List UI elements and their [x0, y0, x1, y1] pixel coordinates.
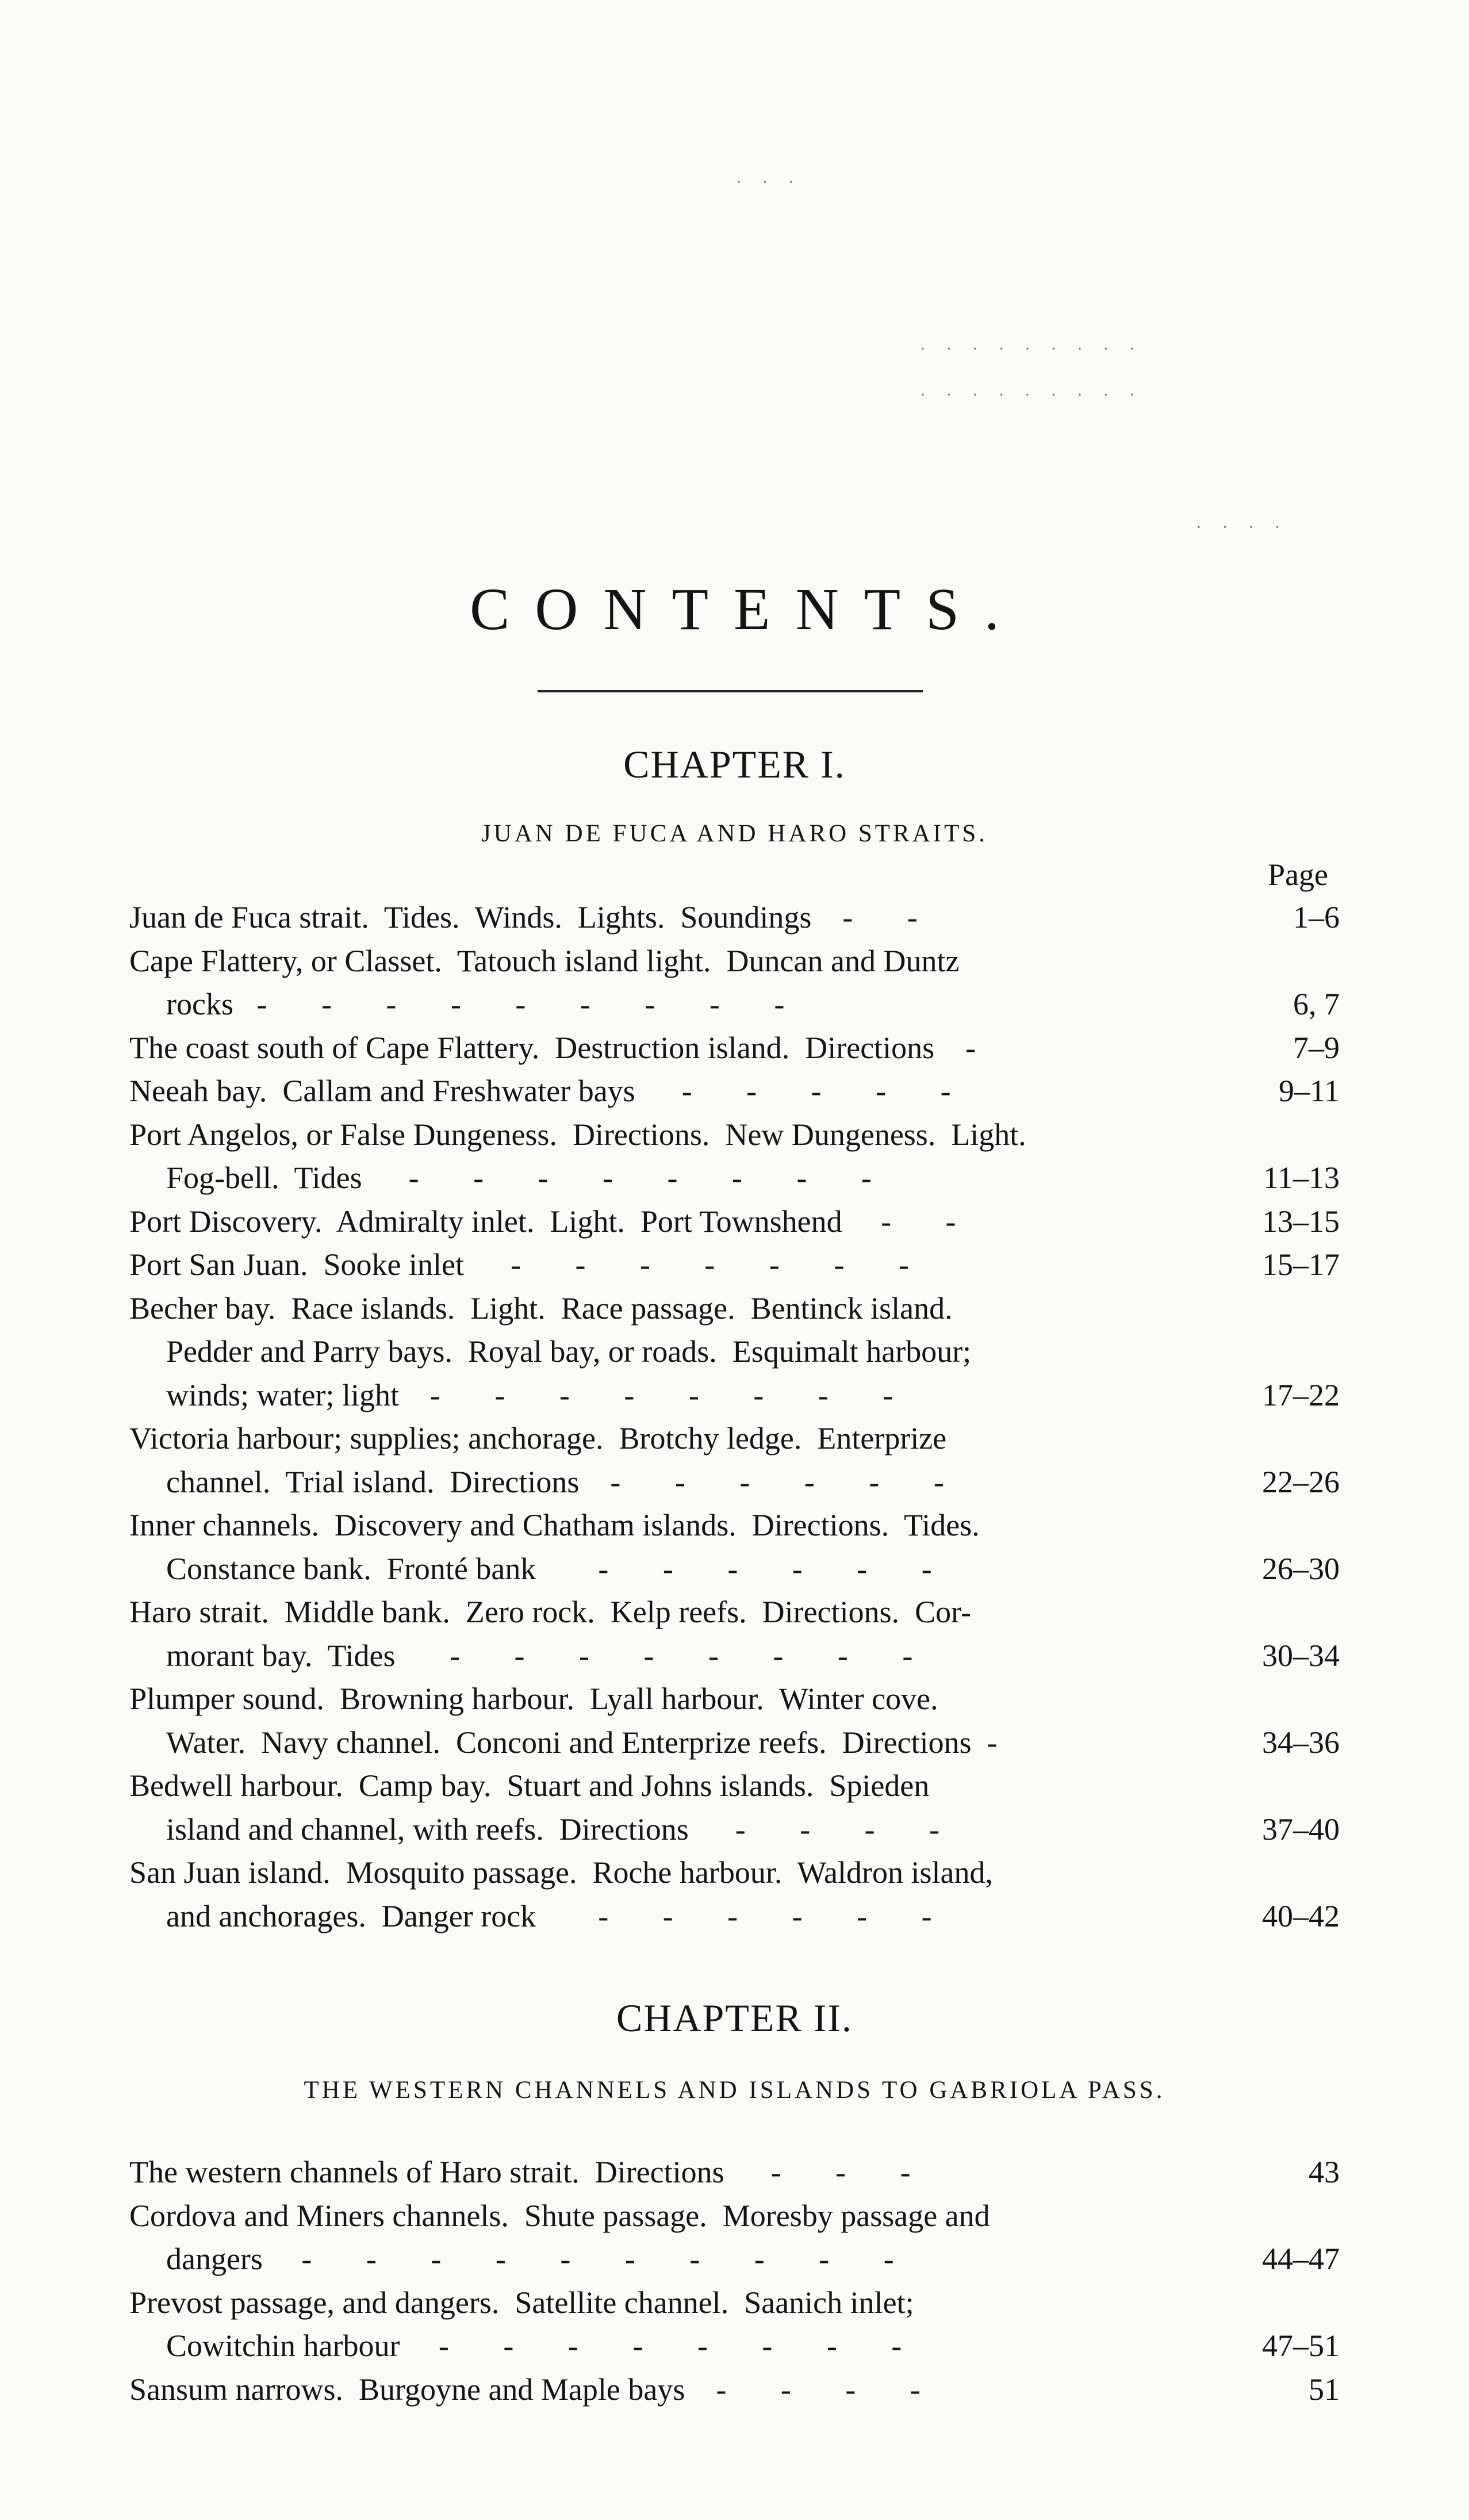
toc-entry-text: Constance bank. Fronté bank - - - - - -: [166, 1551, 932, 1586]
toc-page-number: 15–17: [1262, 1247, 1340, 1282]
toc-entry-line: [129, 1461, 1340, 1504]
page-column-header: Page: [1268, 857, 1328, 892]
toc-entry: [129, 1113, 1340, 1200]
toc-entry-text: Sansum narrows. Burgoyne and Maple bays - - - -: [129, 2372, 920, 2407]
toc-entry-line: [129, 940, 1340, 983]
speck-marks: · · ·: [736, 173, 802, 192]
toc-entry-line: [129, 1070, 1340, 1113]
toc-page-number: 34–36: [1262, 1725, 1340, 1760]
speck-marks: · · · · · · · · ·: [920, 339, 1143, 358]
toc-entry-line: [129, 2151, 1340, 2195]
chapter-heading: CHAPTER I.: [623, 742, 846, 786]
toc-entry-text: Plumper sound. Browning harbour. Lyall harbour. Winter cove.: [129, 1682, 938, 1716]
toc-entry-line: [129, 2195, 1340, 2238]
toc-entry: [129, 1591, 1340, 1678]
chapter-heading: CHAPTER II.: [616, 1996, 853, 2040]
toc-entry-text: Fog-bell. Tides - - - - - - - -: [166, 1161, 872, 1195]
toc-entry-line: [129, 2324, 1340, 2368]
toc-entry-line: [129, 1634, 1340, 1678]
toc-entry-text: rocks - - - - - - - - -: [166, 987, 785, 1021]
toc-entry-line: [129, 1156, 1340, 1200]
toc-entry-line: [129, 1287, 1340, 1331]
toc-entry: [129, 1027, 1340, 1070]
toc-entry: [129, 1243, 1340, 1287]
toc-entry-text: and anchorages. Danger rock - - - - - -: [166, 1898, 932, 1933]
toc-page-number: 43: [1309, 2155, 1340, 2189]
toc-entry-text: Neeah bay. Callam and Freshwater bays - - - - -: [129, 1074, 951, 1108]
toc-entry-line: [129, 1764, 1340, 1808]
toc-page-number: 1–6: [1293, 900, 1340, 935]
toc-entry: [129, 1417, 1340, 1504]
toc-page-number: 26–30: [1262, 1551, 1340, 1586]
toc-entry-text: island and channel, with reefs. Directions - - - -: [166, 1812, 940, 1847]
toc-entry-text: dangers - - - - - - - - - -: [166, 2242, 894, 2276]
toc-page-number: 37–40: [1262, 1812, 1340, 1847]
toc-page-number: 17–22: [1262, 1377, 1340, 1412]
toc-entry-text: morant bay. Tides - - - - - - - -: [166, 1638, 913, 1673]
toc-entry-text: Becher bay. Race islands. Light. Race passage. Bentinck island.: [129, 1290, 953, 1326]
toc-entry: [129, 1504, 1340, 1591]
toc-entry-text: Cordova and Miners channels. Shute passage. Moresby passage and: [129, 2198, 990, 2233]
toc-entry-line: [129, 2281, 1340, 2325]
toc-entry-line: [129, 1374, 1340, 1418]
toc-entry-text: Port Discovery. Admiralty inlet. Light. Port Townshend - -: [129, 1204, 956, 1239]
toc-entry-line: [129, 1330, 1340, 1374]
toc-page-number: 6, 7: [1293, 987, 1340, 1021]
toc-entry-line: [129, 1548, 1340, 1591]
toc-entry-text: Victoria harbour; supplies; anchorage. Brotchy ledge. Enterprize: [129, 1421, 947, 1456]
toc-entry: [129, 2151, 1340, 2195]
speck-marks: · · · ·: [1196, 518, 1288, 537]
toc-entry: [129, 1200, 1340, 1244]
toc-entry-line: [129, 1243, 1340, 1287]
toc-entry: [129, 1851, 1340, 1938]
toc-entry-text: Bedwell harbour. Camp bay. Stuart and Johns islands. Spieden: [129, 1768, 930, 1803]
toc-entry-text: Prevost passage, and dangers. Satellite channel. Saanich inlet;: [129, 2285, 914, 2320]
toc-entry-text: Water. Navy channel. Conconi and Enterprize reefs. Directions -: [166, 1725, 998, 1760]
toc-entry: [129, 1764, 1340, 1851]
toc-entry-text: winds; water; light - - - - - - - -: [166, 1377, 893, 1412]
toc-entry: [129, 1287, 1340, 1418]
toc-page-number: 9–11: [1279, 1074, 1340, 1108]
toc-entry-line: [129, 1895, 1340, 1939]
toc-page-number: 47–51: [1262, 2328, 1340, 2363]
toc-page-number: 22–26: [1262, 1464, 1340, 1499]
toc-entry-line: [129, 1591, 1340, 1634]
toc-page-number: 11–13: [1263, 1161, 1340, 1195]
toc-entry-line: [129, 1027, 1340, 1070]
toc-entry-line: [129, 1417, 1340, 1461]
toc-entry-line: [129, 896, 1340, 940]
toc-page-number: 40–42: [1262, 1898, 1340, 1933]
toc-page-number: 51: [1309, 2372, 1340, 2407]
toc-entry-text: Cowitchin harbour - - - - - - - -: [166, 2328, 902, 2363]
speck-marks: · · · · · · · · ·: [920, 385, 1143, 404]
toc-page-number: 7–9: [1293, 1030, 1340, 1065]
toc-entry-line: [129, 1678, 1340, 1721]
toc-page-number: 30–34: [1262, 1638, 1340, 1673]
toc-entry: [129, 1678, 1340, 1764]
toc-entry: [129, 2368, 1340, 2412]
toc-entry-line: [129, 1808, 1340, 1852]
chapter-subtitle: JUAN DE FUCA AND HARO STRAITS.: [481, 820, 988, 847]
toc-entry-text: channel. Trial island. Directions - - - - - -: [166, 1464, 944, 1499]
toc-page-number: 44–47: [1262, 2242, 1340, 2276]
toc-entry: [129, 896, 1340, 940]
toc-entry: [129, 1070, 1340, 1113]
toc-entry-text: Haro strait. Middle bank. Zero rock. Kelp reefs. Directions. Cor-: [129, 1595, 971, 1629]
toc-entry-line: [129, 983, 1340, 1027]
title-rule: [538, 690, 923, 692]
chapter-subtitle: THE WESTERN CHANNELS AND ISLANDS TO GABRIOLA PASS.: [304, 2077, 1165, 2104]
toc-entry-line: [129, 1200, 1340, 1244]
chapter-entries: [129, 2151, 1340, 2411]
toc-entry-line: [129, 2238, 1340, 2281]
toc-entry-text: The coast south of Cape Flattery. Destruction island. Directions -: [129, 1030, 976, 1065]
toc-entry: [129, 940, 1340, 1027]
toc-entry-text: Port Angelos, or False Dungeness. Directions. New Dungeness. Light.: [129, 1117, 1026, 1152]
toc-entry-line: [129, 2368, 1340, 2412]
toc-entry-line: [129, 1721, 1340, 1765]
toc-page-number: 13–15: [1262, 1204, 1340, 1239]
toc-entry-text: Port San Juan. Sooke inlet - - - - - - -: [129, 1247, 909, 1282]
page-title: CONTENTS.: [469, 576, 1025, 642]
toc-entry-line: [129, 1504, 1340, 1548]
toc-entry-text: Cape Flattery, or Classet. Tatouch island light. Duncan and Duntz: [129, 943, 960, 978]
toc-entry-text: Pedder and Parry bays. Royal bay, or roads. Esquimalt harbour;: [166, 1334, 972, 1369]
toc-entry-text: Inner channels. Discovery and Chatham islands. Directions. Tides.: [129, 1508, 980, 1542]
toc-entry-text: The western channels of Haro strait. Directions - - -: [129, 2155, 911, 2189]
toc-entry: [129, 2281, 1340, 2368]
toc-entry-line: [129, 1113, 1340, 1157]
toc-entry-text: Juan de Fuca strait. Tides. Winds. Lights. Soundings - -: [129, 900, 918, 935]
toc-entry: [129, 2195, 1340, 2281]
toc-entry-text: San Juan island. Mosquito passage. Roche harbour. Waldron island,: [129, 1855, 993, 1890]
toc-entry-line: [129, 1851, 1340, 1895]
chapter-entries: [129, 896, 1340, 1938]
